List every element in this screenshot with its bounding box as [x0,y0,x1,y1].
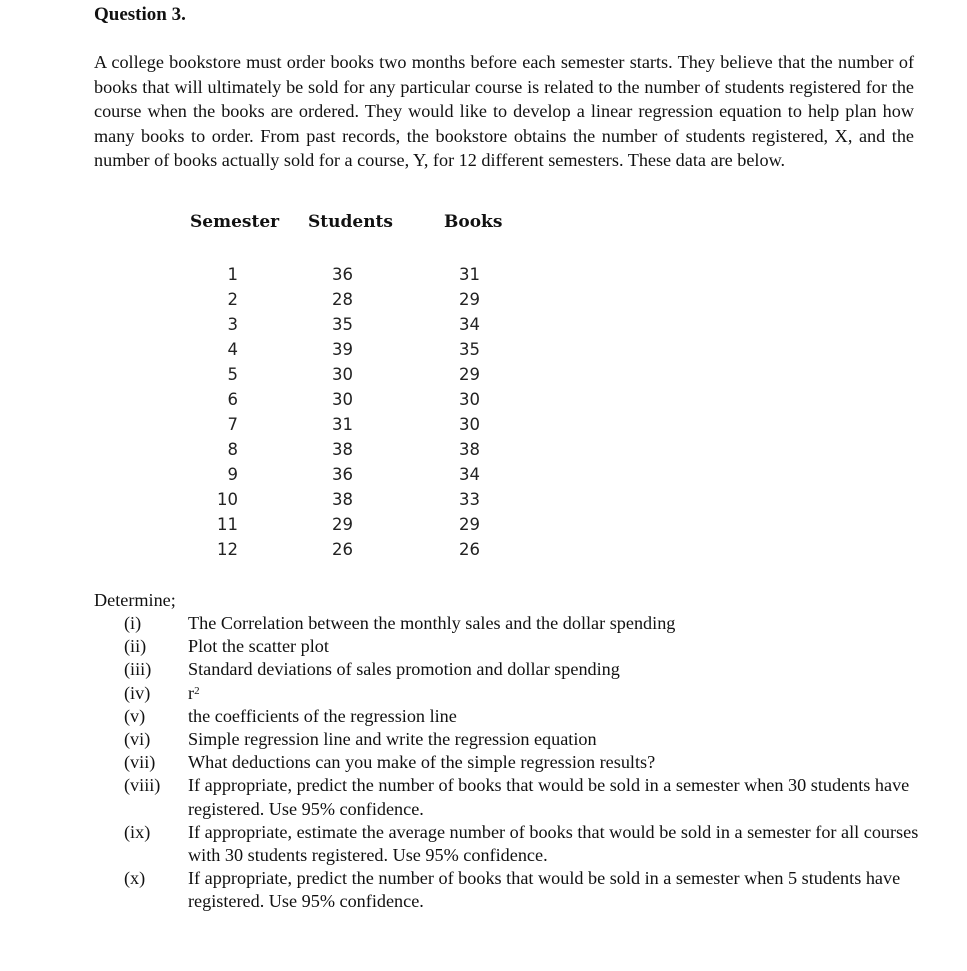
semester-cell: 11 [217,515,238,534]
semester-column [210,262,238,562]
task-text: If appropriate, predict the number of books that would be sold in a semester when 5 students have registered. Use 95% confidence. [188,868,901,912]
task-item [94,705,924,728]
task-text: The Correlation between the monthly sales and the dollar spending [188,613,676,633]
books-cell: 29 [459,290,480,309]
students-cell: 26 [332,540,353,559]
task-number: (i) [124,613,142,633]
students-cell: 30 [332,390,353,409]
books-cell: 34 [459,315,480,334]
semester-cell: 2 [227,290,238,309]
task-number: (ii) [124,636,147,657]
task-number: (vi) [124,729,151,750]
semester-cell: 12 [217,540,238,559]
students-cell: 36 [332,465,353,484]
question-title: Question 3. [94,4,186,25]
task-number: (iv) [124,682,151,703]
books-cell: 34 [459,465,480,484]
task-item [94,751,924,774]
r-symbol: r [188,682,195,703]
header-students: Students [308,212,393,232]
semester-cell: 3 [227,315,238,334]
semester-cell: 10 [217,490,238,509]
semester-cell: 7 [227,415,238,434]
task-number: (viii) [124,775,161,796]
task-text: If appropriate, estimate the average number of books that would be sold in a semester for all courses with 30 students registered. Use 95% confidence. [188,821,919,866]
task-list [94,612,924,914]
task-text: If appropriate, predict the number of books that would be sold in a semester when 30 students have registered. Use 95% confidence. [188,775,910,819]
books-cell: 38 [459,440,480,459]
task-number: (ix) [124,821,151,842]
task-number: (iii) [124,659,152,680]
books-cell: 29 [459,365,480,384]
task-text: the coefficients of the regression line [188,705,457,726]
students-cell: 35 [332,315,353,334]
task-text: What deductions can you make of the simple regression results? [188,752,656,773]
task-item [94,867,924,913]
students-cell: 29 [332,515,353,534]
students-cell: 31 [332,415,353,434]
task-item [94,774,924,820]
task-item [94,658,924,681]
students-cell: 38 [332,490,353,509]
books-cell: 30 [459,390,480,409]
semester-cell: 4 [227,340,238,359]
students-column [325,262,353,562]
students-cell: 30 [332,365,353,384]
determine-label: Determine; [94,590,176,610]
question-intro: A college bookstore must order books two months before each semester starts. They believe that the number of books that will ultimately be sold for any particular course is related to the number of students registered for the course when the books are ordered. They would like to develop a linear regression equation to help plan how many books to order. From past records, the bookstore obtains the number of students registered, X, and the number of books actually sold for a course, Y, for 12 different semesters. These data are below. [94,52,914,171]
task-item [94,682,924,705]
header-semester: Semester [190,212,280,232]
task-item [94,821,924,867]
books-cell: 35 [459,340,480,359]
task-text [188,682,924,705]
books-cell: 31 [459,265,480,284]
task-number: (v) [124,705,146,726]
task-number: (x) [124,868,146,889]
task-item [94,612,924,635]
books-cell: 29 [459,515,480,534]
books-cell: 26 [459,540,480,559]
task-number: (vii) [124,752,156,773]
semester-cell: 5 [227,365,238,384]
task-text: Simple regression line and write the regression equation [188,729,597,750]
books-column [452,262,480,562]
task-text: Standard deviations of sales promotion and dollar spending [188,659,620,680]
header-books: Books [444,212,503,232]
semester-cell: 8 [227,440,238,459]
students-cell: 36 [332,265,353,284]
task-item [94,728,924,751]
books-cell: 30 [459,415,480,434]
semester-cell: 9 [227,465,238,484]
students-cell: 28 [332,290,353,309]
students-cell: 39 [332,340,353,359]
students-cell: 38 [332,440,353,459]
books-cell: 33 [459,490,480,509]
task-item [94,635,924,658]
superscript-2: 2 [194,684,200,697]
task-text: Plot the scatter plot [188,636,329,657]
semester-cell: 6 [227,390,238,409]
semester-cell: 1 [227,265,238,284]
